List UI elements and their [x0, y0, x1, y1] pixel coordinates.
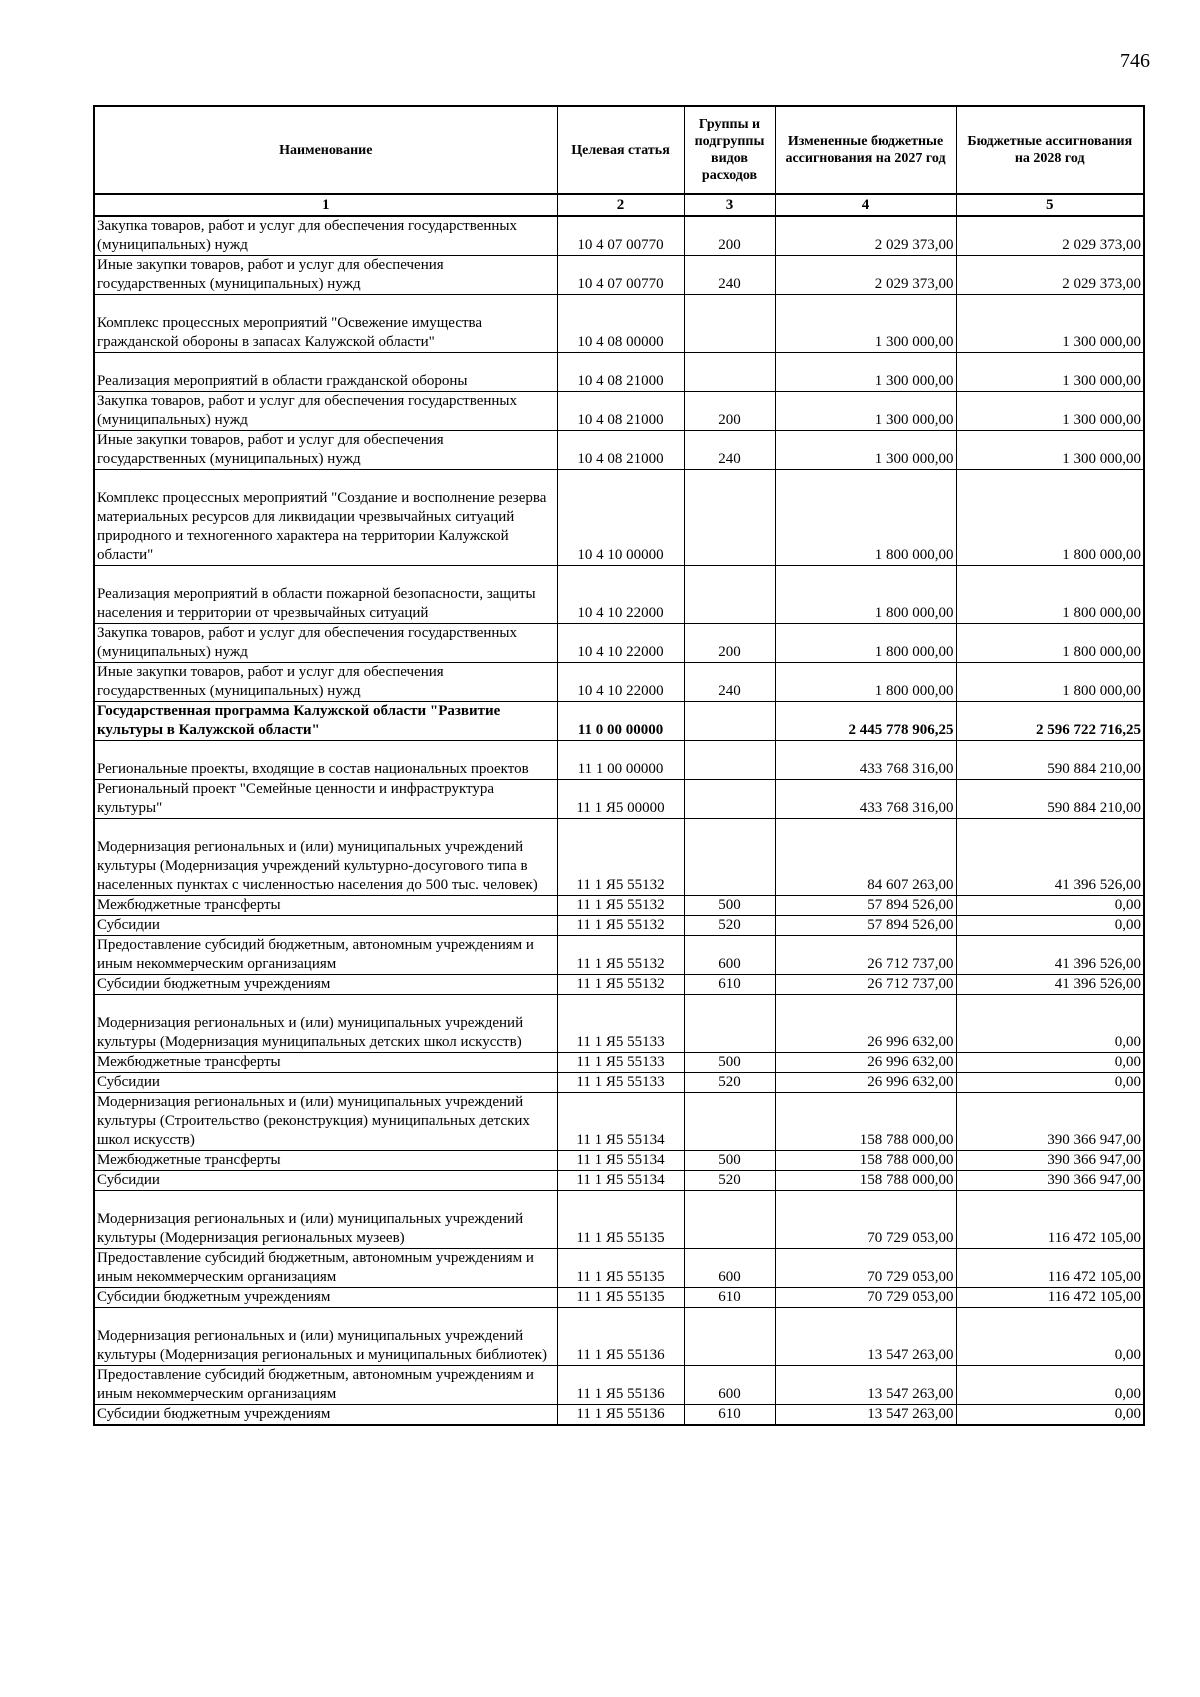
row-2028-cell: 590 884 210,00 [956, 780, 1144, 819]
row-2028-cell: 1 300 000,00 [956, 353, 1144, 392]
table-row [94, 1073, 1144, 1093]
row-2027-cell: 13 547 263,00 [775, 1308, 956, 1366]
row-2027-cell: 1 300 000,00 [775, 353, 956, 392]
table-row [94, 624, 1144, 663]
row-name-cell: Реализация мероприятий в области гражданской обороны [94, 353, 557, 392]
row-group-cell: 500 [684, 1053, 775, 1073]
row-name-cell: Региональный проект "Семейные ценности и инфраструктура культуры" [94, 780, 557, 819]
row-group-cell: 200 [684, 216, 775, 256]
budget-table [93, 105, 1145, 1426]
row-group-cell [684, 566, 775, 624]
row-group-cell: 240 [684, 663, 775, 702]
row-code-cell: 11 1 Я5 55133 [557, 1073, 684, 1093]
row-2028-cell: 0,00 [956, 1073, 1144, 1093]
row-name-cell: Предоставление субсидий бюджетным, автономным учреждениям и иным некоммерческим организациям [94, 1366, 557, 1405]
table-row [94, 295, 1144, 353]
row-2027-cell: 26 996 632,00 [775, 1053, 956, 1073]
row-2028-cell: 0,00 [956, 1366, 1144, 1405]
row-name-cell: Закупка товаров, работ и услуг для обеспечения государственных (муниципальных) нужд [94, 624, 557, 663]
row-code-cell: 11 1 Я5 55136 [557, 1405, 684, 1426]
row-code-cell: 10 4 10 22000 [557, 663, 684, 702]
row-2028-cell: 0,00 [956, 896, 1144, 916]
header-group: Группы и подгруппы видов расходов [684, 106, 775, 194]
header-2028: Бюджетные ассигнования на 2028 год [956, 106, 1144, 194]
row-code-cell: 10 4 10 22000 [557, 566, 684, 624]
row-2027-cell: 84 607 263,00 [775, 819, 956, 896]
table-body [94, 216, 1144, 1425]
row-code-cell: 11 1 Я5 55132 [557, 896, 684, 916]
table-row [94, 1288, 1144, 1308]
page-number: 746 [1120, 50, 1150, 72]
table-row [94, 1053, 1144, 1073]
row-2028-cell: 116 472 105,00 [956, 1288, 1144, 1308]
row-name-cell: Межбюджетные трансферты [94, 896, 557, 916]
row-2028-cell: 1 800 000,00 [956, 470, 1144, 566]
row-group-cell: 610 [684, 1405, 775, 1426]
row-code-cell: 11 1 Я5 55132 [557, 819, 684, 896]
row-name-cell: Предоставление субсидий бюджетным, автономным учреждениям и иным некоммерческим организациям [94, 1249, 557, 1288]
row-2027-cell: 26 712 737,00 [775, 936, 956, 975]
row-2028-cell: 41 396 526,00 [956, 819, 1144, 896]
row-group-cell: 240 [684, 431, 775, 470]
row-group-cell: 200 [684, 624, 775, 663]
table-row [94, 1308, 1144, 1366]
header-row [94, 106, 1144, 194]
row-2027-cell: 70 729 053,00 [775, 1191, 956, 1249]
row-2028-cell: 1 800 000,00 [956, 663, 1144, 702]
row-group-cell [684, 780, 775, 819]
row-2028-cell: 2 596 722 716,25 [956, 702, 1144, 741]
row-name-cell: Субсидии бюджетным учреждениям [94, 1405, 557, 1426]
row-group-cell: 500 [684, 896, 775, 916]
row-group-cell: 610 [684, 1288, 775, 1308]
row-2028-cell: 390 366 947,00 [956, 1171, 1144, 1191]
row-code-cell: 11 1 00 00000 [557, 741, 684, 780]
table-row [94, 1366, 1144, 1405]
row-group-cell [684, 741, 775, 780]
row-group-cell: 200 [684, 392, 775, 431]
row-2028-cell: 390 366 947,00 [956, 1093, 1144, 1151]
table-row [94, 1171, 1144, 1191]
row-code-cell: 10 4 08 00000 [557, 295, 684, 353]
table-row [94, 470, 1144, 566]
table-row [94, 896, 1144, 916]
row-2027-cell: 13 547 263,00 [775, 1366, 956, 1405]
row-2028-cell: 1 300 000,00 [956, 431, 1144, 470]
row-name-cell: Субсидии [94, 1171, 557, 1191]
row-group-cell [684, 470, 775, 566]
row-code-cell: 11 1 Я5 55134 [557, 1171, 684, 1191]
row-2027-cell: 1 800 000,00 [775, 624, 956, 663]
row-name-cell: Модернизация региональных и (или) муниципальных учреждений культуры (Модернизация учреждений культурно-досугового типа в населенных пунктах с численностью населения до 500 тыс. человек) [94, 819, 557, 896]
row-code-cell: 11 1 Я5 55135 [557, 1288, 684, 1308]
row-name-cell: Закупка товаров, работ и услуг для обеспечения государственных (муниципальных) нужд [94, 216, 557, 256]
row-code-cell: 11 1 Я5 55133 [557, 1053, 684, 1073]
row-name-cell: Комплекс процессных мероприятий "Освежение имущества гражданской обороны в запасах Калужской области" [94, 295, 557, 353]
row-2027-cell: 158 788 000,00 [775, 1151, 956, 1171]
row-code-cell: 11 1 Я5 55134 [557, 1093, 684, 1151]
row-name-cell: Модернизация региональных и (или) муниципальных учреждений культуры (Модернизация региональных музеев) [94, 1191, 557, 1249]
row-name-cell: Комплекс процессных мероприятий "Создание и восполнение резерва материальных ресурсов для ликвидации чрезвычайных ситуаций природного и техногенного характера на территории Калужской области" [94, 470, 557, 566]
row-2028-cell: 0,00 [956, 916, 1144, 936]
row-group-cell [684, 702, 775, 741]
row-name-cell: Субсидии [94, 1073, 557, 1093]
row-group-cell: 600 [684, 1366, 775, 1405]
row-name-cell: Закупка товаров, работ и услуг для обеспечения государственных (муниципальных) нужд [94, 392, 557, 431]
row-group-cell [684, 1093, 775, 1151]
row-code-cell: 11 1 Я5 00000 [557, 780, 684, 819]
row-group-cell: 520 [684, 1171, 775, 1191]
row-code-cell: 11 1 Я5 55133 [557, 995, 684, 1053]
row-code-cell: 11 1 Я5 55136 [557, 1366, 684, 1405]
row-group-cell: 610 [684, 975, 775, 995]
table-row [94, 780, 1144, 819]
row-2028-cell: 0,00 [956, 1053, 1144, 1073]
row-2028-cell: 0,00 [956, 995, 1144, 1053]
row-name-cell: Субсидии [94, 916, 557, 936]
row-code-cell: 10 4 07 00770 [557, 256, 684, 295]
header-2027: Измененные бюджетные ассигнования на 2027 год [775, 106, 956, 194]
row-2028-cell: 116 472 105,00 [956, 1191, 1144, 1249]
row-2028-cell: 41 396 526,00 [956, 936, 1144, 975]
row-code-cell: 11 0 00 00000 [557, 702, 684, 741]
row-2027-cell: 1 800 000,00 [775, 470, 956, 566]
column-number: 3 [684, 194, 775, 216]
row-2027-cell: 70 729 053,00 [775, 1288, 956, 1308]
row-2027-cell: 2 029 373,00 [775, 216, 956, 256]
row-2027-cell: 26 712 737,00 [775, 975, 956, 995]
row-2028-cell: 1 300 000,00 [956, 295, 1144, 353]
row-2027-cell: 57 894 526,00 [775, 916, 956, 936]
row-code-cell: 11 1 Я5 55136 [557, 1308, 684, 1366]
row-name-cell: Государственная программа Калужской области "Развитие культуры в Калужской области" [94, 702, 557, 741]
row-2028-cell: 0,00 [956, 1308, 1144, 1366]
row-group-cell: 500 [684, 1151, 775, 1171]
row-group-cell [684, 1308, 775, 1366]
column-number: 5 [956, 194, 1144, 216]
row-code-cell: 10 4 10 22000 [557, 624, 684, 663]
row-name-cell: Субсидии бюджетным учреждениям [94, 1288, 557, 1308]
row-2027-cell: 433 768 316,00 [775, 780, 956, 819]
row-2027-cell: 158 788 000,00 [775, 1171, 956, 1191]
row-2028-cell: 1 800 000,00 [956, 624, 1144, 663]
row-name-cell: Межбюджетные трансферты [94, 1151, 557, 1171]
row-group-cell: 600 [684, 936, 775, 975]
row-group-cell: 600 [684, 1249, 775, 1288]
table-row [94, 702, 1144, 741]
table-row [94, 936, 1144, 975]
table-row [94, 1151, 1144, 1171]
row-2027-cell: 1 800 000,00 [775, 566, 956, 624]
row-2027-cell: 1 300 000,00 [775, 295, 956, 353]
row-2027-cell: 26 996 632,00 [775, 1073, 956, 1093]
row-2027-cell: 1 800 000,00 [775, 663, 956, 702]
row-group-cell: 520 [684, 916, 775, 936]
row-2027-cell: 13 547 263,00 [775, 1405, 956, 1426]
column-number: 1 [94, 194, 557, 216]
row-code-cell: 10 4 10 00000 [557, 470, 684, 566]
row-2028-cell: 2 029 373,00 [956, 216, 1144, 256]
table-row [94, 995, 1144, 1053]
row-name-cell: Модернизация региональных и (или) муниципальных учреждений культуры (Модернизация региональных и муниципальных библиотек) [94, 1308, 557, 1366]
table-row [94, 741, 1144, 780]
row-2028-cell: 1 300 000,00 [956, 392, 1144, 431]
table-row [94, 353, 1144, 392]
row-code-cell: 11 1 Я5 55135 [557, 1191, 684, 1249]
row-2028-cell: 2 029 373,00 [956, 256, 1144, 295]
column-number: 4 [775, 194, 956, 216]
row-code-cell: 10 4 08 21000 [557, 431, 684, 470]
row-code-cell: 11 1 Я5 55134 [557, 1151, 684, 1171]
row-code-cell: 11 1 Я5 55132 [557, 916, 684, 936]
row-name-cell: Модернизация региональных и (или) муниципальных учреждений культуры (Модернизация муниципальных детских школ искусств) [94, 995, 557, 1053]
table-row [94, 566, 1144, 624]
table-row [94, 256, 1144, 295]
table-row [94, 1249, 1144, 1288]
row-group-cell [684, 995, 775, 1053]
table-row [94, 916, 1144, 936]
header-code: Целевая статья [557, 106, 684, 194]
row-code-cell: 10 4 08 21000 [557, 392, 684, 431]
row-2028-cell: 41 396 526,00 [956, 975, 1144, 995]
row-2027-cell: 158 788 000,00 [775, 1093, 956, 1151]
row-group-cell [684, 1191, 775, 1249]
row-code-cell: 10 4 07 00770 [557, 216, 684, 256]
row-group-cell: 520 [684, 1073, 775, 1093]
row-name-cell: Субсидии бюджетным учреждениям [94, 975, 557, 995]
row-2027-cell: 2 445 778 906,25 [775, 702, 956, 741]
column-number: 2 [557, 194, 684, 216]
table-row [94, 1405, 1144, 1426]
table-row [94, 819, 1144, 896]
row-name-cell: Модернизация региональных и (или) муниципальных учреждений культуры (Строительство (реконструкция) муниципальных детских школ искусств) [94, 1093, 557, 1151]
table-row [94, 1191, 1144, 1249]
row-name-cell: Иные закупки товаров, работ и услуг для обеспечения государственных (муниципальных) нужд [94, 663, 557, 702]
row-2028-cell: 1 800 000,00 [956, 566, 1144, 624]
row-code-cell: 11 1 Я5 55132 [557, 936, 684, 975]
row-2028-cell: 390 366 947,00 [956, 1151, 1144, 1171]
row-code-cell: 10 4 08 21000 [557, 353, 684, 392]
row-group-cell [684, 353, 775, 392]
row-2027-cell: 57 894 526,00 [775, 896, 956, 916]
row-2028-cell: 590 884 210,00 [956, 741, 1144, 780]
table-row [94, 392, 1144, 431]
table-row [94, 431, 1144, 470]
row-name-cell: Региональные проекты, входящие в состав национальных проектов [94, 741, 557, 780]
table-row [94, 663, 1144, 702]
table-row [94, 975, 1144, 995]
row-name-cell: Иные закупки товаров, работ и услуг для обеспечения государственных (муниципальных) нужд [94, 431, 557, 470]
row-name-cell: Иные закупки товаров, работ и услуг для обеспечения государственных (муниципальных) нужд [94, 256, 557, 295]
row-2028-cell: 116 472 105,00 [956, 1249, 1144, 1288]
row-2028-cell: 0,00 [956, 1405, 1144, 1426]
header-name: Наименование [94, 106, 557, 194]
row-name-cell: Межбюджетные трансферты [94, 1053, 557, 1073]
row-2027-cell: 1 300 000,00 [775, 392, 956, 431]
row-2027-cell: 2 029 373,00 [775, 256, 956, 295]
row-code-cell: 11 1 Я5 55135 [557, 1249, 684, 1288]
row-name-cell: Предоставление субсидий бюджетным, автономным учреждениям и иным некоммерческим организациям [94, 936, 557, 975]
row-code-cell: 11 1 Я5 55132 [557, 975, 684, 995]
row-group-cell: 240 [684, 256, 775, 295]
row-2027-cell: 70 729 053,00 [775, 1249, 956, 1288]
table-row [94, 1093, 1144, 1151]
row-2027-cell: 433 768 316,00 [775, 741, 956, 780]
row-2027-cell: 26 996 632,00 [775, 995, 956, 1053]
column-number-row [94, 194, 1144, 216]
row-group-cell [684, 295, 775, 353]
table-row [94, 216, 1144, 256]
row-2027-cell: 1 300 000,00 [775, 431, 956, 470]
row-group-cell [684, 819, 775, 896]
row-name-cell: Реализация мероприятий в области пожарной безопасности, защиты населения и территории от чрезвычайных ситуаций [94, 566, 557, 624]
